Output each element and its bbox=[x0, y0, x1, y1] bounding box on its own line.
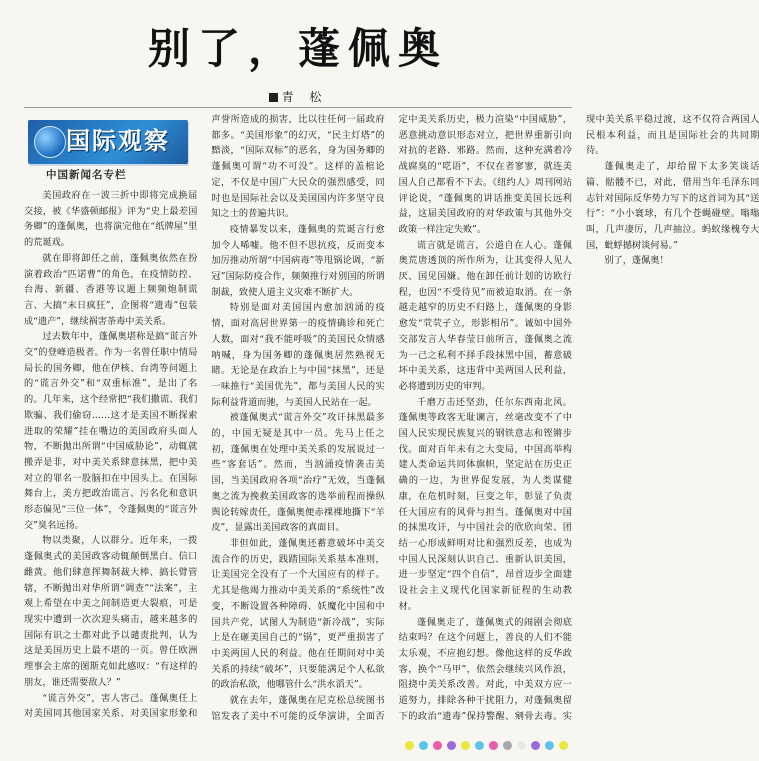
paragraph: 非但如此，蓬佩奥还蓄意破坏中美交流合作的历史，践踏国际关系基本准则，让美国完全没有了一个大国应有的样子。尤其是他竭力推动中美关系的“系统性”改变，不断设置各种障碍、妖魔化中国和中国共产党，试图人为制造“新冷战”，实际上是在砸美国自己的“锅”，更严重损害了中美两国人民的利益。他在任期间对中美关系的持续“破坏”，只要能满足个人私欲的政治私欲，他哪管什么“洪水滔天”。 bbox=[211, 537, 385, 691]
color-dot bbox=[531, 741, 540, 750]
paragraph: 过去数年中，蓬佩奥堪称是搞“谎言外交”的登峰造极者。作为一名曾任职中情局局长的国务卿，他在伊核、台湾等问题上的“谎言外交”和“双重标准”，是出了名的。几年来，这个经常把“我们撒谎、我们欺骗、我们偷窃……这才是美国不断探索进取的荣耀”挂在嘴边的美国政府头面人物，不断抛出所谓“中国威胁论”，动辄就搬弄是非，对中美关系肆意抹黑，把中美对立的罪名一股脑扣在中国头上。在国际舞台上，美方把政治谎言、污名化和意识形态偏见“三位一体”，令蓬佩奥的“谎言外交”臭名远扬。 bbox=[24, 331, 198, 531]
newspaper-page bbox=[24, 0, 759, 761]
article-body bbox=[24, 112, 759, 730]
paragraph: “谎言外交”，害人害己。蓬佩奥任上对美国同其他国家关系、对美国家形象和声誉所造成的损害，比以往任何一届政府都多。“美国形象”的幻灭，“民主灯塔”的黯淡，“国际双标”的恶名，身为国务卿的蓬佩奥可谓“功不可没”。这样的盖棺论定，不仅是中国广大民众的强烈感受，同时也是国际社会以及美国国内许多坚守良知之士的普遍共识。 bbox=[24, 114, 385, 720]
logo-banner bbox=[28, 120, 188, 164]
paragraph: 就在即将卸任之前，蓬佩奥依然在扮演着政治“匹诺曹”的角色，在疫情防控、台海、新疆、香港等议题上频频炮制谎言、大搞“末日疯狂”，企图将“遗毒”包装成“遗产”，继续祸害荼毒中美关系。 bbox=[24, 252, 198, 327]
color-dot bbox=[489, 741, 498, 750]
color-dot bbox=[503, 741, 512, 750]
logo-subtitle: 中国新闻名专栏 bbox=[46, 169, 127, 181]
paragraph: 疫情暴发以来，蓬佩奥的荒诞言行愈加令人唏嘘。他不但不思抗疫，反而变本加厉推动所谓“中国病毒”等甩锅论调，“新冠”国际防疫合作，频频推行对别国的所谓制裁，致使人道主义灾难不断扩大。 bbox=[211, 223, 385, 298]
color-dot bbox=[461, 741, 470, 750]
paragraph: 蓬佩奥走了，却给留下太多笑谈话篇、骷髅不已，对此，借用当年毛泽东同志针对国际反华势力写下的这首词为其“送行”：“小小寰球，有几个苍蝇碰壁。嗡嗡叫，几声凄厉，几声抽泣。蚂蚁缘槐夸大国，蚍蜉撼树谈何易。” bbox=[585, 161, 759, 251]
author-name: 青 松 bbox=[281, 90, 328, 104]
color-dots bbox=[405, 741, 568, 753]
color-dot bbox=[433, 741, 442, 750]
byline bbox=[24, 88, 572, 105]
paragraph: 别了，蓬佩奥！ bbox=[604, 255, 669, 267]
color-dot bbox=[559, 741, 568, 750]
globe-icon bbox=[34, 126, 66, 158]
paragraph: 美国政府在一波三折中即将完成换届交接，被《华盛顿邮报》评为“史上最差国务卿”的蓬佩奥，也将演完他在“纸牌屋”里的荒诞戏。 bbox=[24, 190, 198, 249]
color-dot bbox=[419, 741, 428, 750]
color-dot bbox=[405, 741, 414, 750]
column-logo bbox=[24, 112, 197, 186]
square-bullet-icon bbox=[269, 93, 278, 102]
color-dot bbox=[447, 741, 456, 750]
color-dot bbox=[545, 741, 554, 750]
article-title: 别了，蓬佩奥 bbox=[147, 24, 448, 73]
title-divider bbox=[24, 107, 572, 108]
paragraph: 物以类聚，人以群分。近年来，一拨蓬佩奥式的美国政客动辄颠倒黑白、信口雌黄。他们肆意挥舞制裁大棒、搞长臂管辖，不断抛出对华所谓“调查”“法案”，主观上希望在中美之间制造更大裂痕，可是现实中遭到一次次迎头痛击，越来越多的国际有识之士都对此予以谴责批判，认为这是美国历史上最不堪的一页。曾任欧洲理事会主席的图斯克如此感叹：“有这样的朋友，谁还需要敌人？” bbox=[24, 535, 198, 688]
logo-label: 国际观察 bbox=[66, 127, 170, 155]
paragraph: 就在去年，蓬佩奥在尼克松总统图书馆发表了美中不可能的反华演讲，全面否定中美关系历史，极力渲染“中国威胁”，恶意挑动意识形态对立，把世界重新引向对抗的老路、邪路。然而，这种充满着冷战腐臭的“呓语”，不仅在者寥寥，就连美国人自己都看不下去。《纽约人》周刊网站评论说，“蓬佩奥的讲话推变美国长远利益，这届美国政府的对华政策与其他外交政策一样注定失败”。 bbox=[211, 114, 572, 722]
paragraph: 被蓬佩奥式“谎言外交”攻讦抹黑最多的，中国无疑是其中一员。先马上任之初，蓬佩奥在处理中美关系的发展说过一些“客套话”。然而，当汹涌疫情袭击美国，当美国政府各项“治疗”无效，当蓬佩奥之流为挽救美国政客的选举前程而操纵舆论转嫁责任，蓬佩奥便赤裸裸地撕下“羊皮”，显露出美国政客的真面目。 bbox=[211, 412, 385, 534]
paragraph: 蓬佩奥走了，蓬佩奥式的闹剧会彻底结束吗？在这个问题上，善良的人们不能太乐观，不应抱幻想。像他这样的反华政客，换个“马甲”，依然会继续兴风作浪，阻挠中美关系改善。对此，中美双方应一道努力，排除各种干扰阻力，对蓬佩奥留下的政治“遗毒”保持警醒、剜骨去毒。实现中美关系平稳过渡，这不仅符合两国人民根本利益，而且是国际社会的共同期待。 bbox=[398, 114, 759, 722]
paragraph: 特别是面对美国国内愈加汹涌的疫情，面对高居世界第一的疫情确诊和死亡人数，面对“我不能呼吸”的美国民众情感呐喊，身为国务卿的蓬佩奥居然熟视无睹。无论是在政治上与中国“抹黑”，还是一味推行“美国优先”，都与美国人民的实际利益背道而驰，与美国人民站在一起。 bbox=[211, 302, 385, 408]
paragraph: 谎言就是谎言，公道自在人心。蓬佩奥荒唐透顶的所作所为，让其变得人见人厌、国见国嫌。他在卸任前计划的访欧行程，也因“不受待见”而被迫取消。在一条越走越窄的历史不归路上，蓬佩奥的身影愈发“茕茕孑立，形影相吊”。诚如中国外交部发言人华春莹日前所言，蓬佩奥之流为一己之私利不择手段抹黑中国，蓄意破坏中美关系，这违背中美两国人民利益，必将遭到历史的审判。 bbox=[398, 239, 572, 392]
paragraph: 千磨万击还坚劲，任尔东西南北风。蓬佩奥等政客无耻谰言，丝毫改变不了中国人民实现民族复兴的钢铁意志和铿锵步伐。面对百年未有之大变局，中国高举构建人类命运共同体旗帜，坚定站在历史正确的一边，为世界促发展，为人类谋健康，在危机时刻，巨变之年，彰显了负责任大国应有的风骨与担当。蓬佩奥对中国的抹黑攻讦，与中国社会的欣欣向荣、团结一心形成鲜明对比和强烈反差，也成为中国人民深刻认识自己、重新认识美国，进一步坚定“四个自信”，昂首迈步全面建设社会主义现代化国家新征程的生动教材。 bbox=[398, 396, 572, 612]
color-dot bbox=[517, 741, 526, 750]
color-dot bbox=[475, 741, 484, 750]
